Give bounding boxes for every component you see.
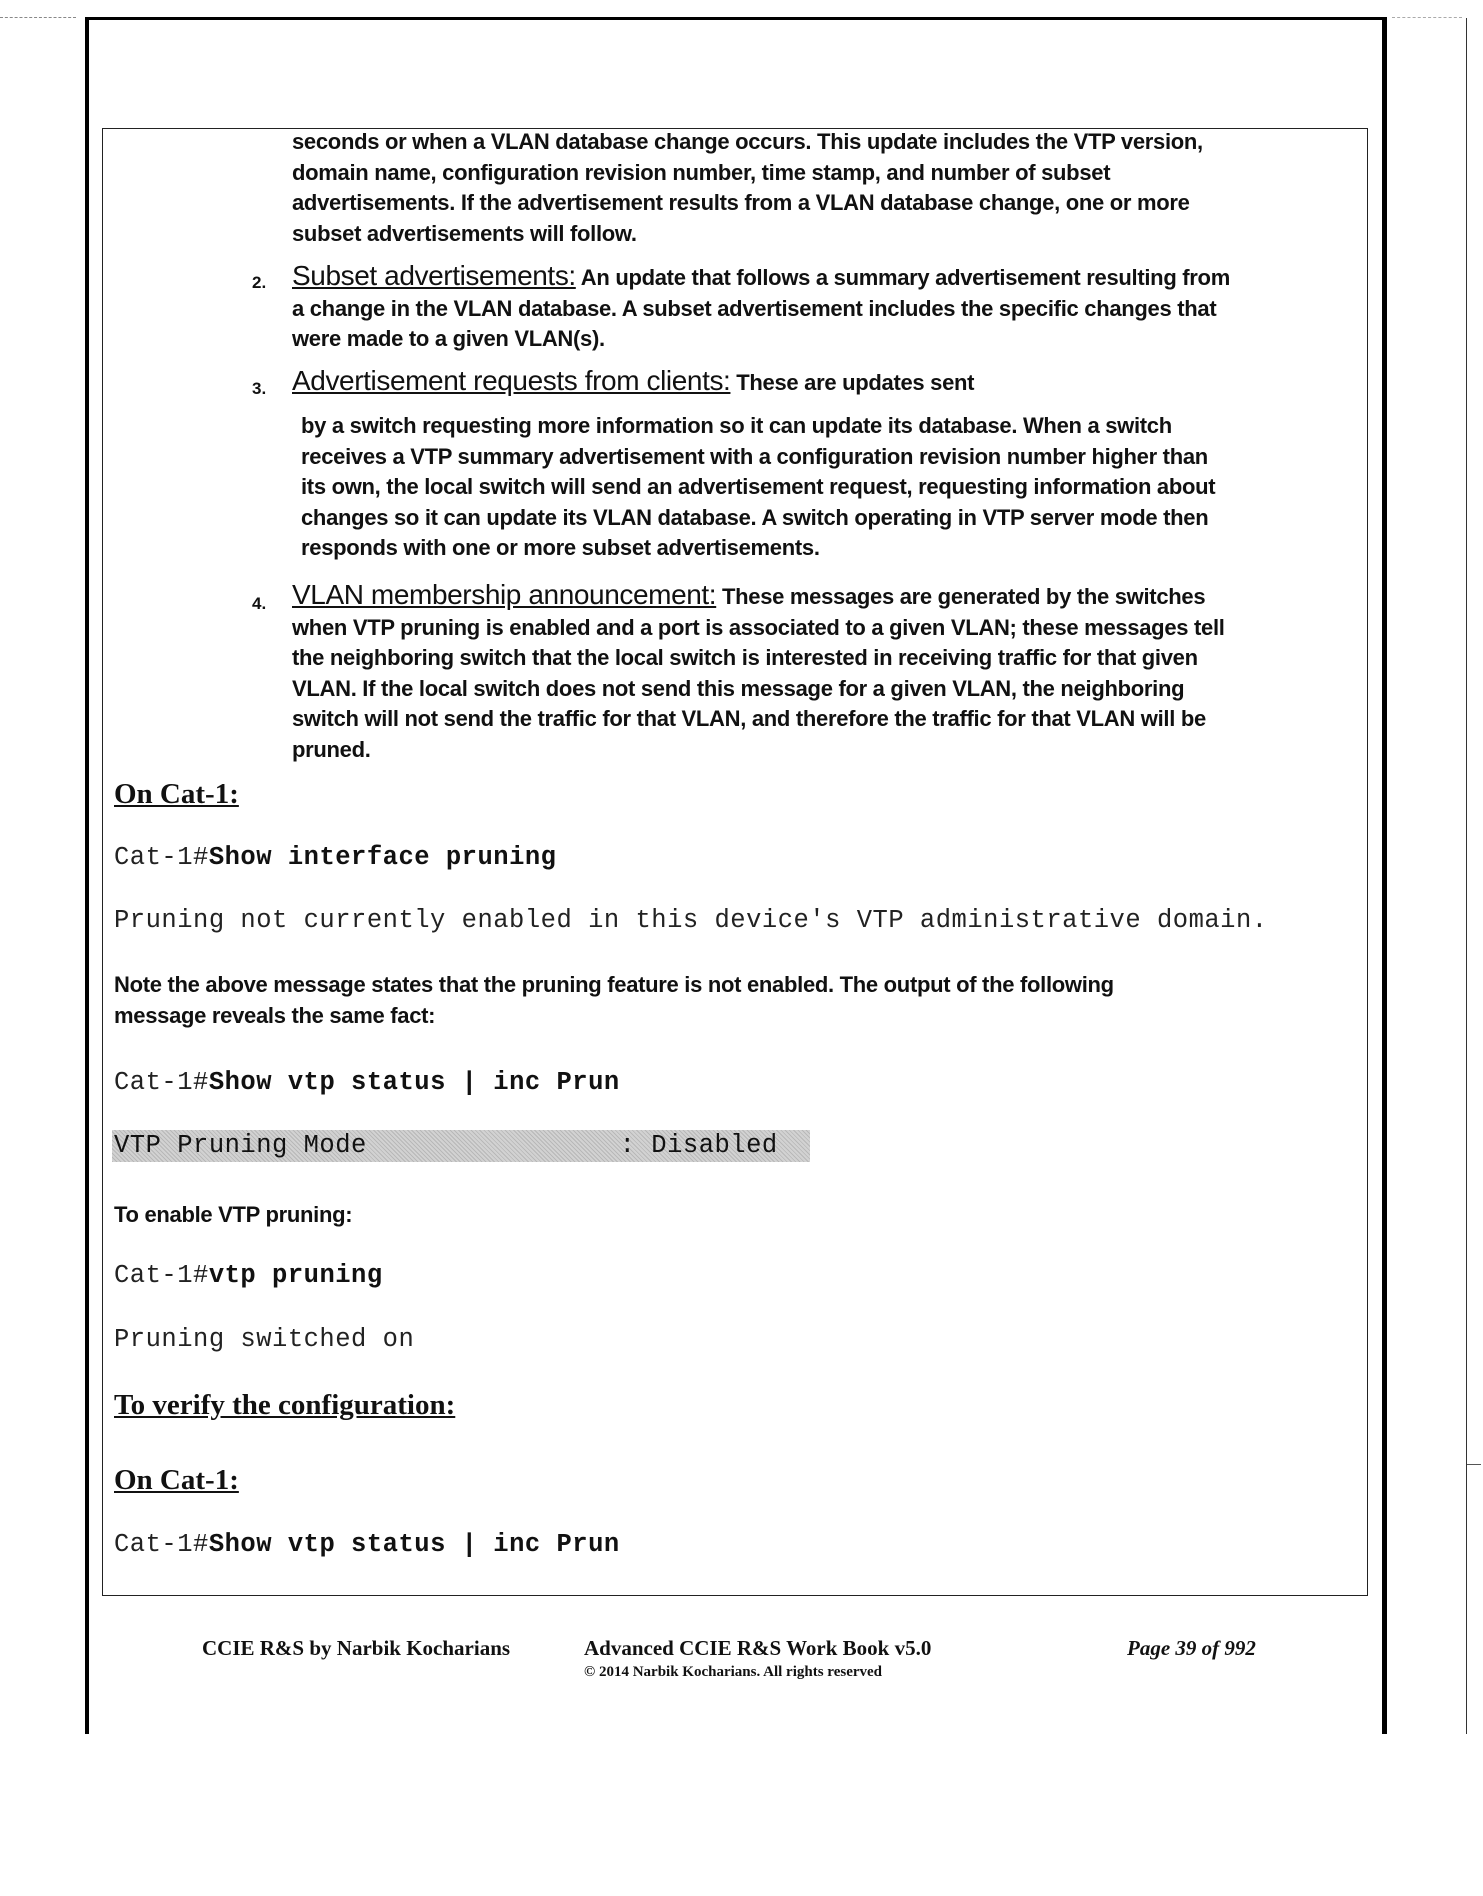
- cli-prompt: Cat-1#: [114, 843, 209, 872]
- text-line: These messages are generated by the switches: [716, 584, 1206, 609]
- footer-page-number: Page 39 of 992: [1127, 1636, 1256, 1660]
- adjacent-page-edge: [1466, 18, 1467, 1734]
- enable-pruning-label: To enable VTP pruning:: [114, 1202, 353, 1227]
- section-heading-on-cat1: On Cat-1:: [114, 778, 239, 810]
- cli-prompt: Cat-1#: [114, 1261, 209, 1290]
- cli-command: Show interface pruning: [208, 843, 557, 872]
- footer-author: CCIE R&S by Narbik Kocharians: [202, 1636, 511, 1660]
- list-item-heading: VLAN membership announcement:: [292, 579, 717, 610]
- list-item-advertisement-requests-body: [301, 411, 1215, 564]
- cli-output-pruning-switched-on: Pruning switched on: [114, 1325, 415, 1354]
- text-line: its own, the local switch will send an advertisement request, requesting information about: [301, 474, 1216, 499]
- cli-prompt: Cat-1#: [114, 1068, 209, 1097]
- intro-paragraph: [292, 127, 1203, 249]
- cli-output-pruning-not-enabled: Pruning not currently enabled in this device's VTP administrative domain.: [114, 906, 1268, 935]
- cli-command-vtp-pruning: [114, 1261, 383, 1290]
- list-item-vlan-membership: [292, 580, 1225, 765]
- text-line: advertisements. If the advertisement results from a VLAN database change, one or more: [292, 190, 1190, 215]
- text-line: These are updates sent: [730, 370, 975, 395]
- scan-artifact-line: [1392, 17, 1462, 19]
- text-line: when VTP pruning is enabled and a port is associated to a given VLAN; these messages tell: [292, 614, 1225, 640]
- footer-copyright: © 2014 Narbik Kocharians. All rights reserved: [584, 1664, 883, 1680]
- text-line: pruned.: [292, 736, 371, 762]
- text-line: changes so it can update its VLAN database. A switch operating in VTP server mode then: [301, 504, 1209, 530]
- cli-output-vtp-pruning-mode: VTP Pruning Mode : Disabled: [114, 1131, 778, 1160]
- cli-command: Show vtp status | inc Prun: [208, 1068, 620, 1097]
- text-line: domain name, configuration revision number, time stamp, and number of subset: [292, 159, 1111, 185]
- text-line: Note the above message states that the pruning feature is not enabled. The output of the following: [114, 972, 1114, 997]
- page-border-right: [1382, 17, 1387, 1734]
- section-subheading-on-cat1: On Cat-1:: [114, 1464, 239, 1496]
- list-number: 3.: [252, 379, 267, 398]
- text-line: receives a VTP summary advertisement with a configuration revision number higher than: [301, 443, 1208, 469]
- section-heading-verify: To verify the configuration:: [114, 1389, 456, 1421]
- text-line: An update that follows a summary advertisement resulting from: [575, 265, 1230, 290]
- list-item-heading: Advertisement requests from clients:: [292, 365, 731, 396]
- text-line: VLAN. If the local switch does not send this message for a given VLAN, the neighboring: [292, 675, 1185, 701]
- scan-artifact-line: [0, 17, 76, 19]
- footer-book-title: Advanced CCIE R&S Work Book v5.0: [584, 1636, 932, 1660]
- list-number: 2.: [252, 273, 267, 292]
- cli-prompt: Cat-1#: [114, 1530, 209, 1559]
- text-line: message reveals the same fact:: [114, 1002, 436, 1028]
- text-line: seconds or when a VLAN database change occurs. This update includes the VTP version,: [292, 129, 1203, 154]
- list-item-subset-advertisements: [292, 261, 1230, 355]
- cli-command: vtp pruning: [208, 1261, 383, 1290]
- text-line: the neighboring switch that the local switch is interested in receiving traffic for that given: [292, 645, 1198, 670]
- text-line: were made to a given VLAN(s).: [292, 326, 605, 351]
- cli-command-show-vtp-status: [114, 1068, 620, 1097]
- cli-command-show-interface-pruning: [114, 843, 556, 872]
- text-line: by a switch requesting more information so it can update its database. When a switch: [301, 413, 1172, 438]
- adjacent-page-tick: [1467, 1464, 1481, 1465]
- note-paragraph: [114, 970, 1114, 1031]
- list-item-advertisement-requests: [292, 366, 974, 399]
- text-line: responds with one or more subset advertisements.: [301, 535, 820, 560]
- page-border-top: [85, 17, 1387, 20]
- list-item-heading: Subset advertisements:: [292, 260, 576, 291]
- page-border-left: [85, 18, 89, 1734]
- text-line: subset advertisements will follow.: [292, 220, 637, 246]
- text-line: switch will not send the traffic for that VLAN, and therefore the traffic for that VLAN will be: [292, 706, 1206, 731]
- list-number: 4.: [252, 594, 267, 613]
- cli-command-show-vtp-status-verify: [114, 1530, 620, 1559]
- cli-command: Show vtp status | inc Prun: [208, 1530, 620, 1559]
- text-line: a change in the VLAN database. A subset advertisement includes the specific changes that: [292, 295, 1217, 321]
